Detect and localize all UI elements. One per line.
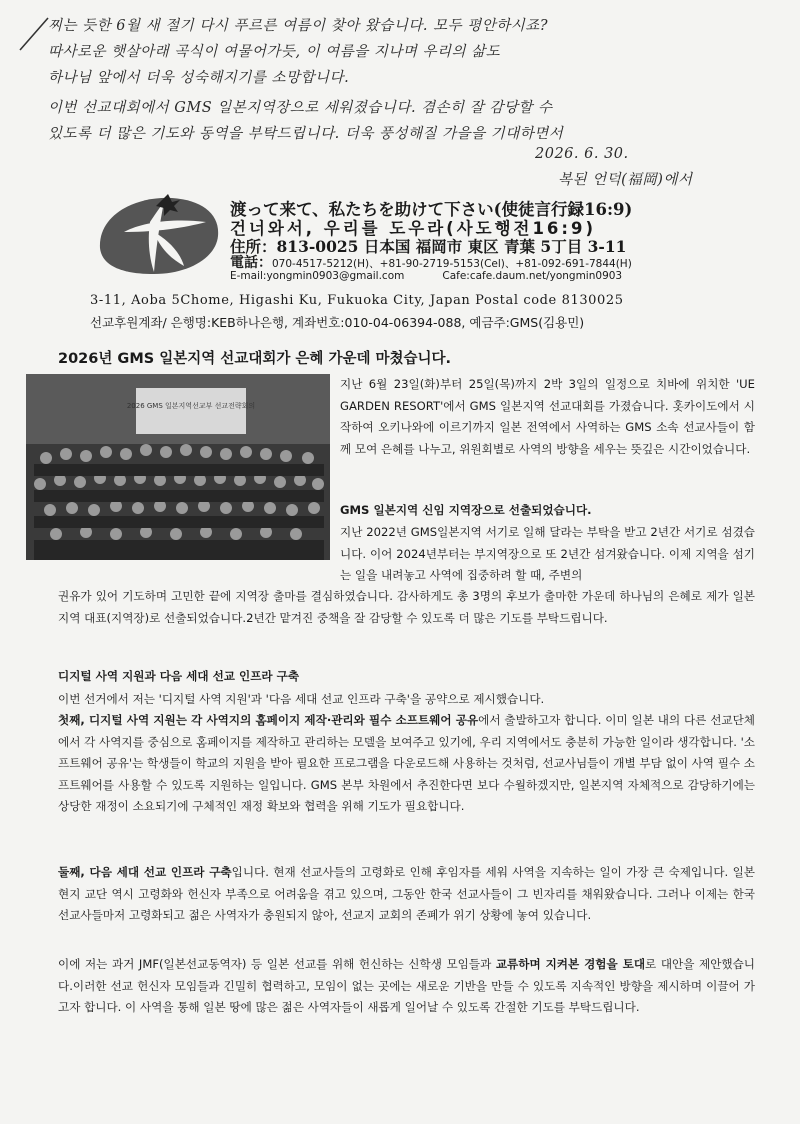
article-title: 2026년 GMS 일본지역 선교대회가 은혜 가운데 마쳤습니다. <box>58 351 452 367</box>
pledge-two-text: 입니다. 현재 선교사들의 고령화로 인해 후임자를 세워 사역을 지속하는 일이 가장 큰 숙제입니다. 일본 현지 교단 역시 고령화와 헌신자 부족으로 어려움을 겪고 있으며, 그동안 한국 선교사들이 그 빈자리를 채워왔습니다. 그러나 이제는 한국 선교사들마저 고령화되고 젊은 사역자가 충원되지 않아, 선교지 교회의 존폐가 위기 상황에 놓여 있습니다. <box>58 865 756 922</box>
handwritten-line: 따사로운 햇살아래 곡식이 여물어가듯, 이 여름을 지나며 우리의 삶도 <box>48 44 501 60</box>
letterhead-verse-kr: 건너와서, 우리를 도우라(사도행전16:9) <box>230 219 597 238</box>
paragraph-pledges-intro: 이번 선거에서 저는 '디지털 사역 지원'과 '다음 세대 선교 인프라 구축'을 공약으로 제시했습니다. <box>58 692 545 706</box>
heading-pledges: 디지털 사역 지원과 다음 세대 선교 인프라 구축 <box>58 669 300 683</box>
heading-new-leader: GMS 일본지역 신임 지역장으로 선출되었습니다. <box>340 503 592 517</box>
proposal-bold: 교류하며 지켜본 경험을 토대 <box>495 957 646 971</box>
letterhead-address-en: 3-11, Aoba 5Chome, Higashi Ku, Fukuoka City, Japan Postal code 8130025 <box>90 293 624 308</box>
paragraph-event-summary: 지난 6월 23일(화)부터 25일(목)까지 2박 3일의 일정으로 치바에 위치한 'UE GARDEN RESORT'에서 GMS 일본지역 선교대회를 가졌습니다. 홋카이도에서 시작하여 오키나와에 이르기까지 일본 전역에서 사역하는 GMS 소속 선교사들이 함께 모여 은혜를 나누고, 위원회별로 사역의 방향을 세우는 뜻깊은 시간이었습니다. <box>340 377 755 456</box>
group-photo <box>26 374 330 560</box>
paragraph-election-part1: 지난 2022년 GMS일본지역 서기로 일해 달라는 부탁을 받고 2년간 서기로 섬겼습니다. 이어 2024년부터는 부지역장으로 또 2년간 섬겨왔습니다. 이제 지역을 섬기는 일을 내려놓고 사역에 집중하려 할 때, 주변의 <box>340 525 755 582</box>
letterhead-bank-info: 선교후원계좌/ 은행명:KEB하나은행, 계좌번호:010-04-06394-088, 예금주:GMS(김용민) <box>90 315 585 330</box>
handwritten-line: 있도록 더 많은 기도와 동역을 부탁드립니다. 더욱 풍성해질 가을을 기대하면서 <box>48 126 564 142</box>
email-text: E-mail:yongmin0903@gmail.com <box>230 270 405 282</box>
address-label: 住所： <box>230 237 277 256</box>
handwritten-line: 찌는 듯한 6월 새 절기 다시 푸르른 여름이 찾아 왔습니다. 모두 평안하시죠? <box>48 18 549 34</box>
handwritten-line: 하나님 앞에서 더욱 성숙해지기를 소망합니다. <box>48 70 350 86</box>
photo-banner-text: 2026 GMS 일본지역선교부 선교전략회의 <box>126 402 256 410</box>
letterhead-contact <box>230 270 622 282</box>
pledge-two-bold: 둘째, 다음 세대 선교 인프라 구축 <box>58 865 232 879</box>
pledge-one-text: 에서 출발하고자 합니다. 이미 일본 내의 다른 선교단체에서 각 사역지를 중심으로 홈페이지를 제작하고 관리하는 모델을 보여주고 있기에, 우리 지역에서도 충분히 가능한 일이라 생각합니다. '소프트웨어 공유'는 학생들이 학교의 지원을 받아 필요한 프로그램을 다운로드해 사용하는 것처럼, 선교사님들이 개별 부담 없이 사역 필수 소프트웨어를 사용할 수 있도록 지원하는 일입니다. GMS 본부 차원에서 추진한다면 보다 수월하겠지만, 일본지역 자체적으로 감당하기에는 상당한 재정이 소요되기에 구체적인 재정 확보와 협력을 위해 기도가 필요합니다. <box>58 713 756 813</box>
cafe-text: Cafe:cafe.daum.net/yongmin0903 <box>442 270 623 282</box>
address-value: 813-0025 日本国 福岡市 東区 青葉 5丁目 3-11 <box>276 237 627 256</box>
paragraph-election-part2: 권유가 있어 기도하며 고민한 끝에 지역장 출마를 결심하였습니다. 감사하게도 총 3명의 후보가 출마한 가운데 하나님의 은혜로 제가 일본지역 대표(지역장)로 선출되었습니다.2년간 맡겨진 중책을 잘 감당할 수 있도록 더 많은 기도를 부탁드립니다. <box>58 589 755 625</box>
proposal-text-b: 로 대안을 제안했습니다.이러한 선교 헌신자 모임들과 긴밀히 협력하고, 모임이 없는 곳에는 새로운 기반을 만들 수 있도록 지속적인 방향을 제시하며 이끌어 가고자 합니다. 이 사역을 통해 일본 땅에 많은 젊은 사역자들이 새롭게 일어날 수 있도록 간절한 기도를 부탁드립니다. <box>58 957 755 1014</box>
phone-value: 070-4517-5212(H)、+81-90-2719-5153(Cel)、+81-092-691-7844(H) <box>272 258 632 270</box>
letterhead-verse-jp: 渡って来て、私たちを助けて下さい(使徒言行録16:9) <box>230 200 633 219</box>
mission-logo-icon <box>94 192 224 278</box>
letterhead-phone <box>230 252 632 272</box>
handwritten-place: 복된 언덕(福岡)에서 <box>558 172 693 188</box>
proposal-text-a: 이에 저는 과거 JMF(일본선교동역자) 등 일본 선교를 위해 헌신하는 신학생 모임들과 <box>58 957 496 971</box>
paragraph-digital-ministry <box>58 710 755 818</box>
paragraph-next-generation <box>58 862 755 927</box>
handwritten-line: 이번 선교대회에서 GMS 일본지역장으로 세워졌습니다. 겸손히 잘 감당할 수 <box>48 100 553 116</box>
phone-label: 電話： <box>230 255 272 271</box>
pledge-one-bold: 첫째, 디지털 사역 지원는 각 사역지의 홈페이지 제작·관리와 필수 소프트웨어 공유 <box>58 713 479 727</box>
paragraph-proposal <box>58 954 755 1019</box>
handwritten-date: 2026. 6. 30. <box>535 146 629 162</box>
